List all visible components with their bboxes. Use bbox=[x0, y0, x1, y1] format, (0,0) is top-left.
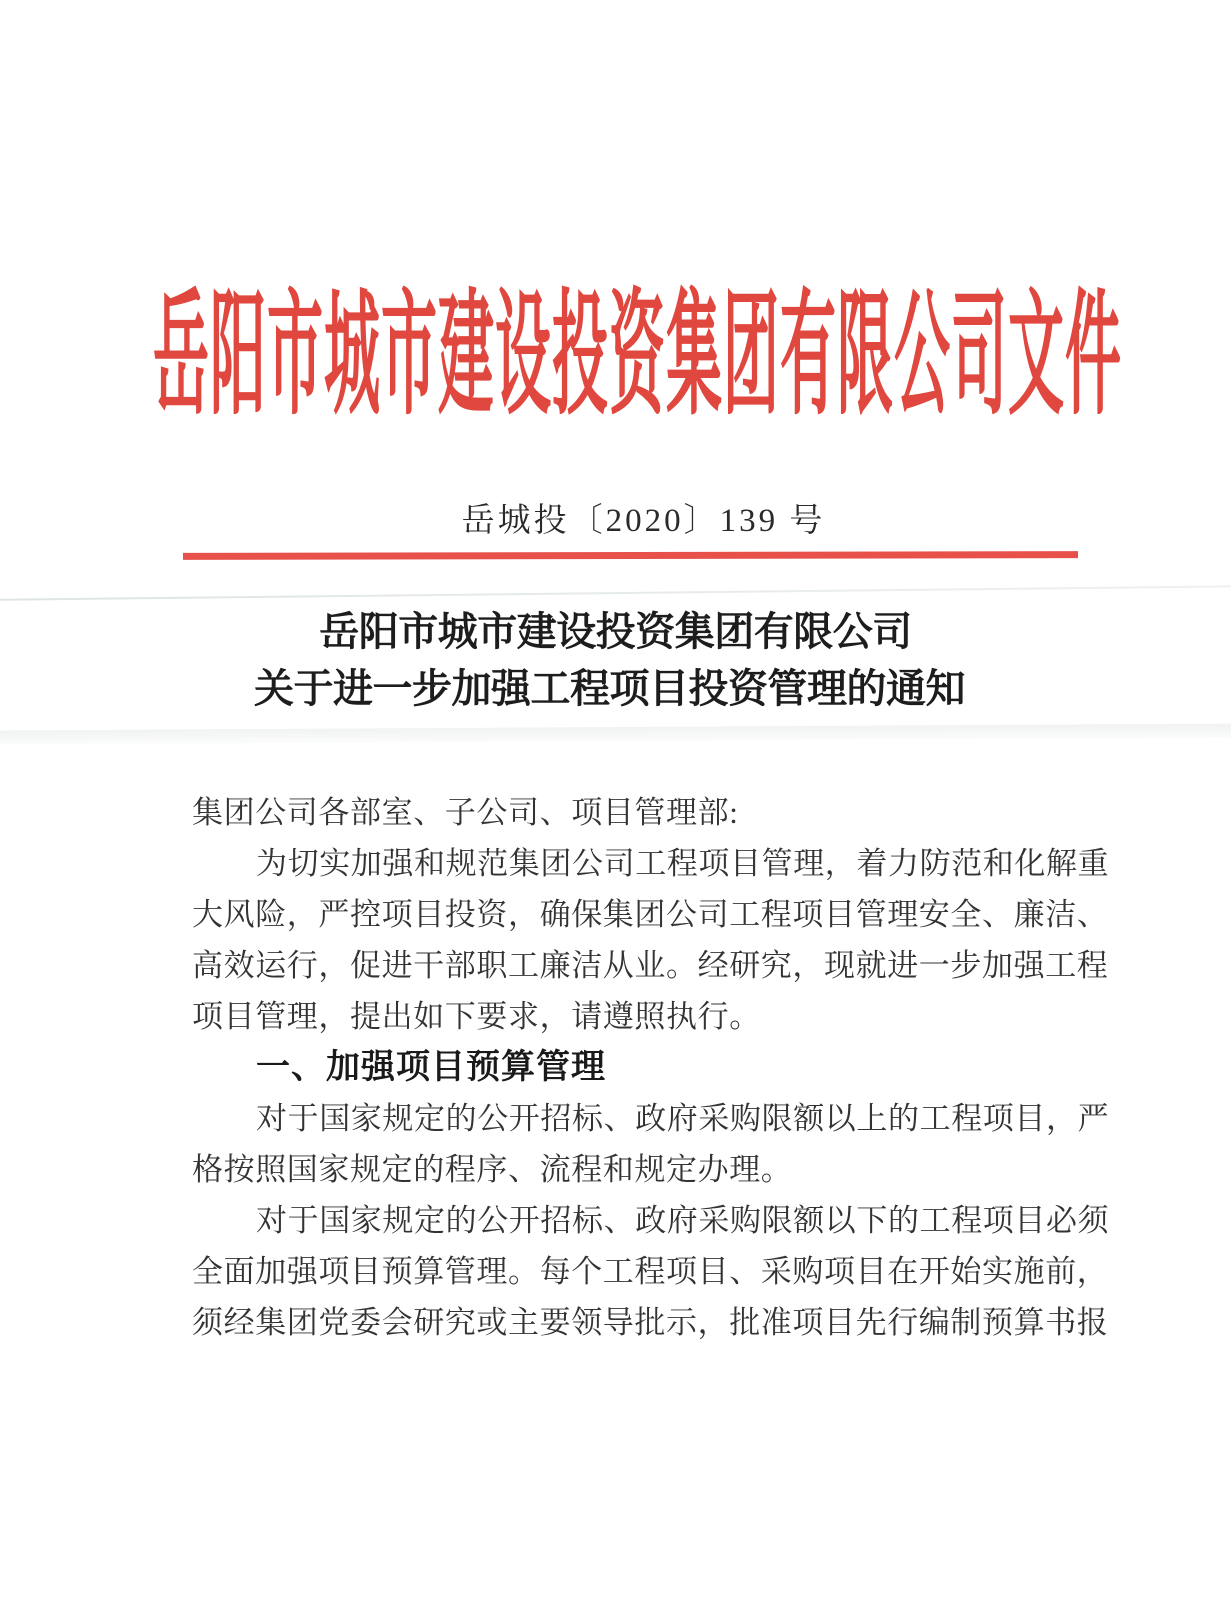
body-line: 全面加强项目预算管理。每个工程项目、采购项目在开始实施前， bbox=[192, 1254, 1109, 1289]
organization-name: 岳阳市城市建设投资集团有限公司文件 bbox=[153, 282, 1122, 433]
scan-artifact-line bbox=[0, 585, 1231, 601]
document-title bbox=[0, 603, 1231, 717]
body-line: 高效运行，促进干部职工廉洁从业。经研究，现就进一步加强工程 bbox=[192, 948, 1109, 983]
section-heading: 一、加强项目预算管理 bbox=[256, 1048, 606, 1086]
body-line: 须经集团党委会研究或主要领导批示，批准项目先行编制预算书报 bbox=[192, 1305, 1109, 1340]
body-line: 格按照国家规定的程序、流程和规定办理。 bbox=[192, 1152, 793, 1187]
body-line: 项目管理，提出如下要求，请遵照执行。 bbox=[192, 999, 761, 1034]
scan-artifact-band bbox=[0, 723, 1231, 744]
body-line: 对于国家规定的公开招标、政府采购限额以上的工程项目，严 bbox=[256, 1101, 1110, 1136]
body-line: 大风险，严控项目投资，确保集团公司工程项目管理安全、廉洁、 bbox=[192, 897, 1109, 932]
document-title-line1: 岳阳市城市建设投资集团有限公司 bbox=[319, 609, 912, 654]
body-salutation: 集团公司各部室、子公司、项目管理部: bbox=[192, 795, 739, 830]
document-number bbox=[0, 494, 1231, 541]
body-line: 对于国家规定的公开招标、政府采购限额以下的工程项目必须 bbox=[256, 1203, 1110, 1238]
body-line: 为切实加强和规范集团公司工程项目管理，着力防范和化解重 bbox=[256, 846, 1110, 881]
document-number-text: 岳城投〔2020〕139 号 bbox=[461, 503, 826, 539]
red-divider-rule bbox=[183, 551, 1078, 560]
red-letterhead-banner bbox=[0, 249, 1231, 433]
document-title-line2: 关于进一步加强工程项目投资管理的通知 bbox=[254, 666, 965, 711]
document-body bbox=[192, 787, 1110, 1348]
